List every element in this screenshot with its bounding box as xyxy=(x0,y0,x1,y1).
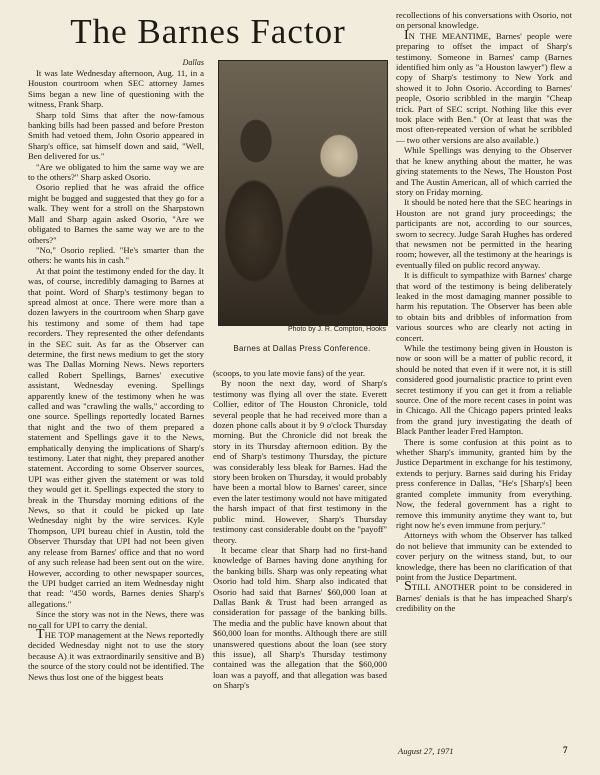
paragraph: By noon the next day, word of Sharp's testimony was flying all over the state. Everett Collier, editor of The Houston Chronicle, told several people that he had received more than a dozen phone calls about it by 9 o'clock Thursday morning. But the Chronicle did not break the story in its Thursday afternoon edition. By the end of Sharp's testimony Thursday, the picture was considerably less bleak for Barnes. Had the story been broken on Thursday, it would probably have been a mortal blow to Barnes' career, since even the later testimony would not have mitigated the harsh impact of that first testimony in the public mind. However, Sharp's Thursday testimony cast considerable doubt on the "payoff" theory. xyxy=(213,378,387,545)
photo-credit: Photo by J. R. Compton, Hooks xyxy=(287,326,386,333)
article-title: The Barnes Factor xyxy=(70,12,346,51)
paragraph: While the testimony being given in Houston is now or soon will be a matter of public record, it should be noted that even if it were not, it is still considered good journalistic practice to print even secret testimony if you can get it from a reliable source. One of the more recent cases in point was in Chicago. All the Chicago papers printed leaks from the grand jury investigating the death of Black Panther leader Fred Hampton. xyxy=(396,343,572,437)
dateline: Dallas xyxy=(182,58,204,67)
paragraph: STILL ANOTHER point to be considered in Barnes' denials is that he has impeached Sharp's credibility on the xyxy=(396,579,572,614)
paragraph: THE TOP management at the News reportedly decided Wednesday night not to use the story because A) it was extraordinarily sensitive and B) the source of the story could not be identified. The News thus lost one of the biggest beats xyxy=(28,626,204,682)
paragraph: It should be noted here that the SEC hearings in Houston are not grand jury proceedings; the participants are not, according to our sources, sworn to secrecy. Judge Sarah Hughes has ordered that newsmen not be permitted in the hearing room; however, all the testimony at the hearings is eventually filed on public record anyway. xyxy=(396,197,572,270)
page-number: 7 xyxy=(563,745,568,755)
photo-caption: Barnes at Dallas Press Conference. xyxy=(233,344,371,353)
paragraph: Sharp told Sims that after the now-famous banking bills had been passed and before Preston Smith had vetoed them, John Osorio appeared in Sharp's office, sat himself down and said, "Well, Ben delivered for us." xyxy=(28,109,204,162)
paragraph: It became clear that Sharp had no first-hand knowledge of Barnes having done anything for the banking bills. Sharp was only repeating what Osorio had told him. Sharp also indicated that Osorio had said that Barnes' $60,000 loan at Dallas Bank & Trust had been arranged as consideration for passage of the banking bills. The media and the public have known about that $60,000 loan for months. Although there are still unanswered questions about the loan (see story this issue), all Sharp's Thursday testimony contained was the allegation that the $60,000 loan was a payoff, and that allegation was based on Sharp's xyxy=(213,544,387,691)
column-middle xyxy=(213,368,387,760)
paragraph: While Spellings was denying to the Observer that he knew anything about the matter, he was giving statements to the News, The Houston Post and The Austin American, all of which carried the story on Friday morning. xyxy=(396,145,572,197)
paragraph: recollections of his conversations with Osorio, not on personal knowledge. xyxy=(396,10,572,31)
paragraph: It was late Wednesday afternoon, Aug. 11, in a Houston courtroom when SEC attorney James Sims began a new line of questioning with the witness, Frank Sharp. xyxy=(28,68,204,110)
paragraph: It is difficult to sympathize with Barnes' charge that word of the testimony is being deliberately leaked in the most damaging manner possible to harm his reputation. The Observer has been able to obtain bits and dribbles of information from various sources who are clearly not acting in concert. xyxy=(396,270,572,343)
paragraph: Since the story was not in the News, there was no call for UPI to carry the denial. xyxy=(28,609,204,630)
paragraph: IN THE MEANTIME, Barnes' people were preparing to offset the impact of Sharp's testimony. Someone in Barnes' camp (Barnes identified him only as "a Houston lawyer") flew a copy of Sharp's testimony to New York and showed it to John Osorio. According to Barnes' people, Osorio scribbled in the margin "Cheap trick. Part of SEC script. Nothing like this ever took place with Ben." (Or at least that was the most often-repeated version of what he scribbled — two other versions are also available.) xyxy=(396,27,572,145)
paragraph: "Are we obligated to him the same way we are to the others?" Sharp asked Osorio. xyxy=(28,161,204,183)
column-left xyxy=(28,58,204,758)
press-conference-photo xyxy=(218,60,388,326)
column-right xyxy=(396,10,572,728)
paragraph: At that point the testimony ended for the day. It was, of course, incredibly damaging to Barnes at that point. Word of Sharp's testimony began to spread almost at once. There were more than a dozen lawyers in the courtroom when Sharp gave his testimony and some of them had tape recorders. They represented the other defendants in the SEC suit. As far as the Observer can determine, the first news medium to get the story was The Dallas Morning News. News reporters called Robert Spellings, Barnes' executive assistant, Wednesday evening. Spellings apparently knew of the testimony when he was called and was "crawling the walls," according to one source. Spellings reportedly located Barnes that night and the two of them prepared a statement and Spellings gave it to the News, emphatically denying the implications of Sharp's testimony. Later that night, they prepared another statement. According to some Observer sources, UPI was either given the statement or was told they would get it. Spellings expected the story to break in the Thursday morning editions of the News, so that it could be picked up late Wednesday night by the wire services. Kyle Thompson, UPI bureau chief in Austin, told the Observer Thursday that UPI had not been given any release from Barnes' office and that no word of any such release had been sent out on the wire. However, according to other newspaper sources, the UPI budget carried an item Wednesday night that read: "450 words, Barnes denies Sharp's allegations." xyxy=(28,265,204,609)
paragraph: Osorio replied that he was afraid the office might be bugged and suggested that they go for a walk. They went for a stroll on the Sharpstown Mall and Sharp again asked Osorio, "Are we obligated to Barnes the same way we are to the others?" xyxy=(28,182,204,245)
paragraph: "No," Osorio replied. "He's smarter than the others: he wants his in cash." xyxy=(28,244,204,266)
paragraph: (scoops, to you late movie fans) of the year. xyxy=(213,368,365,378)
issue-date: August 27, 1971 xyxy=(398,746,454,756)
paragraph: Attorneys with whom the Observer has talked do not believe that immunity can be extended to cover perjury on the witness stand, but, to our knowledge, there has been no clarification of that point from the Justice Department. xyxy=(396,530,572,582)
paragraph: There is some confusion at this point as to whether Sharp's immunity, granted him by the Justice Department in exchange for his testimony, extends to perjury. Barnes said during his Friday press conference in Dallas, "He's [Sharp's] been granted complete immunity from everything. Now, the federal government has a right to remove this immunity anytime they want to, but right now he's even immune from perjury." xyxy=(396,436,572,530)
